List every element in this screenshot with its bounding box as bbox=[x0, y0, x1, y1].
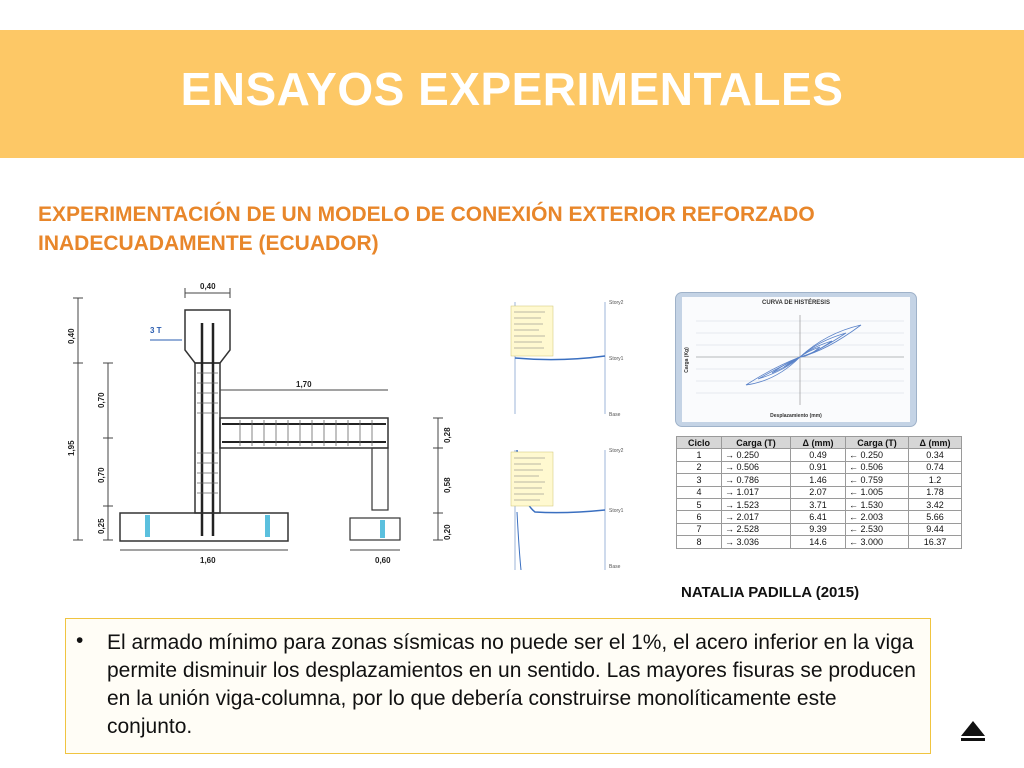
hysteresis-plot-area bbox=[682, 297, 910, 422]
table-cell: ← 3.000 bbox=[846, 536, 909, 548]
table-cell: 7 bbox=[677, 523, 722, 535]
dim-beam-length: 1,70 bbox=[296, 380, 312, 389]
hysteresis-ylabel: Carga (Kg) bbox=[683, 347, 690, 373]
table-cell: 3.71 bbox=[791, 498, 846, 510]
table-cell: 16.37 bbox=[909, 536, 962, 548]
table-row bbox=[677, 474, 962, 486]
load-label: 3 T bbox=[150, 326, 162, 335]
nav-up-icon[interactable] bbox=[961, 721, 985, 736]
table-cell: 6.41 bbox=[791, 511, 846, 523]
hysteresis-title: CURVA DE HISTÉRESIS bbox=[762, 300, 830, 306]
col-header-delta-pos: Δ (mm) bbox=[791, 437, 846, 449]
plot2-label-base: Base bbox=[609, 564, 621, 570]
table-cell: 9.44 bbox=[909, 523, 962, 535]
col-header-carga-neg: Carga (T) bbox=[846, 437, 909, 449]
plot2-label-story2: Story2 bbox=[609, 448, 624, 454]
table-cell: ← 0.250 bbox=[846, 449, 909, 461]
dim-right-top: 0,28 bbox=[443, 427, 452, 443]
bullet-marker: • bbox=[76, 629, 84, 652]
table-cell: 5 bbox=[677, 498, 722, 510]
table-cell: 0.74 bbox=[909, 461, 962, 473]
dim-h-base: 0,25 bbox=[97, 518, 106, 534]
conclusion-box bbox=[65, 618, 931, 754]
dim-top-width: 0,40 bbox=[200, 282, 216, 291]
table-cell: 1.46 bbox=[791, 474, 846, 486]
load-cycle-table bbox=[676, 436, 962, 549]
table-cell: → 0.786 bbox=[722, 474, 791, 486]
dim-base-width: 1,60 bbox=[200, 556, 216, 565]
table-row bbox=[677, 523, 962, 535]
dim-total-height: 1,95 bbox=[67, 440, 76, 456]
col-header-ciclo: Ciclo bbox=[677, 437, 722, 449]
dim-h-top: 0,40 bbox=[67, 328, 76, 344]
plot1-label-base: Base bbox=[609, 412, 621, 418]
table-cell: → 0.250 bbox=[722, 449, 791, 461]
table-cell: 1 bbox=[677, 449, 722, 461]
table-cell: 5.66 bbox=[909, 511, 962, 523]
table-cell: → 0.506 bbox=[722, 461, 791, 473]
col-header-carga-pos: Carga (T) bbox=[722, 437, 791, 449]
dim-h-upper: 0,70 bbox=[97, 392, 106, 408]
table-cell: ← 0.759 bbox=[846, 474, 909, 486]
table-cell: → 3.036 bbox=[722, 536, 791, 548]
table-cell: → 2.017 bbox=[722, 511, 791, 523]
table-cell: 14.6 bbox=[791, 536, 846, 548]
model-plot-1 bbox=[505, 292, 635, 422]
table-cell: 2 bbox=[677, 461, 722, 473]
table-row bbox=[677, 511, 962, 523]
nav-up-bar-icon[interactable] bbox=[961, 738, 985, 741]
table-cell: 4 bbox=[677, 486, 722, 498]
table-cell: 0.49 bbox=[791, 449, 846, 461]
table-row bbox=[677, 461, 962, 473]
table-row bbox=[677, 486, 962, 498]
table-cell: ← 1.005 bbox=[846, 486, 909, 498]
plot2-label-story1: Story1 bbox=[609, 508, 624, 514]
table-cell: 0.34 bbox=[909, 449, 962, 461]
table-cell: → 2.528 bbox=[722, 523, 791, 535]
conclusion-text: El armado mínimo para zonas sísmicas no puede ser el 1%, el acero inferior en la viga permite disminuir los desplazamientos en un sentido. Las mayores fisuras se producen en la unión viga-columna, por lo que debería construirse monolíticamente este conjunto. bbox=[107, 631, 916, 738]
hysteresis-xlabel: Desplazamiento (mm) bbox=[770, 413, 822, 419]
slide-subtitle: EXPERIMENTACIÓN DE UN MODELO DE CONEXIÓN EXTERIOR REFORZADO INADECUADAMENTE (ECUADOR) bbox=[38, 203, 815, 255]
dim-right-bot: 0,20 bbox=[443, 524, 452, 540]
table-cell: 1.2 bbox=[909, 474, 962, 486]
table-cell: → 1.017 bbox=[722, 486, 791, 498]
table-cell: ← 1.530 bbox=[846, 498, 909, 510]
hysteresis-curves bbox=[696, 311, 904, 407]
dim-support-width: 0,60 bbox=[375, 556, 391, 565]
plot1-label-story2: Story2 bbox=[609, 300, 624, 306]
dim-h-lower: 0,70 bbox=[97, 467, 106, 483]
col-header-delta-neg: Δ (mm) bbox=[909, 437, 962, 449]
table-cell: ← 2.003 bbox=[846, 511, 909, 523]
author-credit: NATALIA PADILLA (2015) bbox=[681, 584, 860, 601]
table-cell: ← 2.530 bbox=[846, 523, 909, 535]
table-cell: 3 bbox=[677, 474, 722, 486]
hysteresis-chart bbox=[675, 292, 917, 427]
plot1-label-story1: Story1 bbox=[609, 356, 624, 362]
dim-right-mid: 0,58 bbox=[443, 477, 452, 493]
table-row bbox=[677, 536, 962, 548]
table-row bbox=[677, 449, 962, 461]
connection-drawing bbox=[60, 278, 460, 578]
table-cell: 9.39 bbox=[791, 523, 846, 535]
slide-title: ENSAYOS EXPERIMENTALES bbox=[180, 63, 844, 115]
table-cell: 1.78 bbox=[909, 486, 962, 498]
table-cell: 8 bbox=[677, 536, 722, 548]
table-cell: ← 0.506 bbox=[846, 461, 909, 473]
table-cell: 2.07 bbox=[791, 486, 846, 498]
table-cell: → 1.523 bbox=[722, 498, 791, 510]
model-plot-2 bbox=[505, 440, 635, 575]
table-cell: 6 bbox=[677, 511, 722, 523]
table-cell: 3.42 bbox=[909, 498, 962, 510]
table-header-row bbox=[677, 437, 962, 449]
table-row bbox=[677, 498, 962, 510]
table-cell: 0.91 bbox=[791, 461, 846, 473]
